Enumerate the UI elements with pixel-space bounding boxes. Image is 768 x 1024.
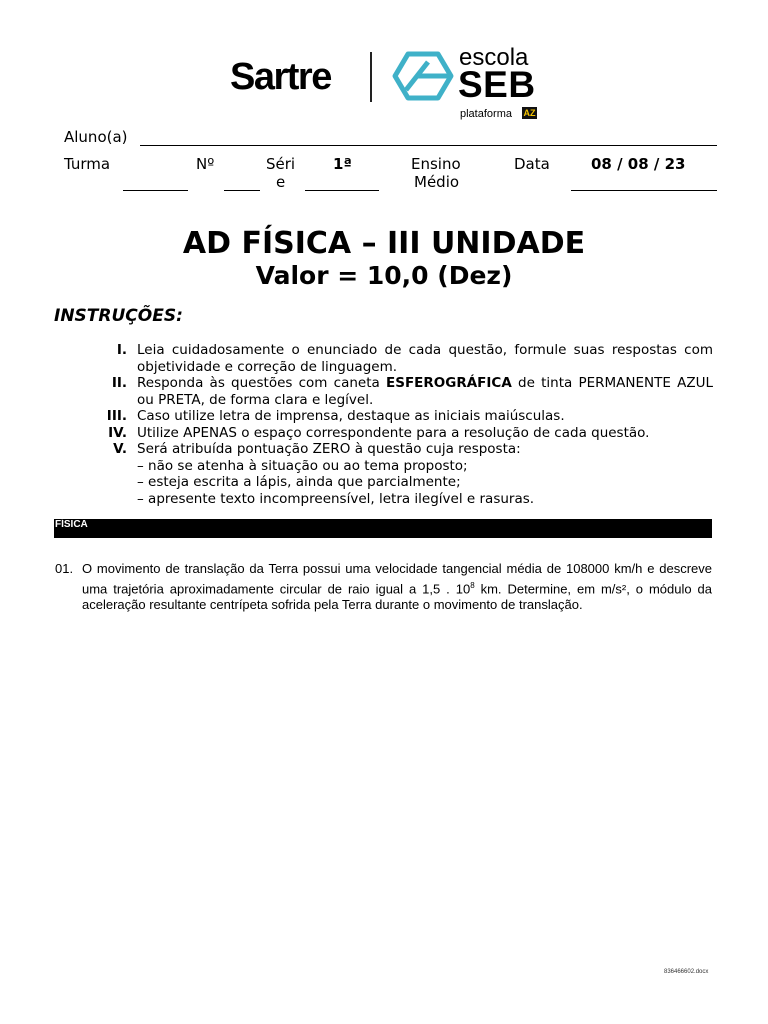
section-label: FÍSICA xyxy=(55,519,88,530)
instruction-item xyxy=(0,425,768,442)
instruction-subitem-text: – apresente texto incompreensível, letra ilegível e rasuras. xyxy=(137,490,535,507)
instruction-subitem xyxy=(0,458,768,475)
instruction-number: I. xyxy=(116,342,127,358)
ensino-label: Ensino xyxy=(411,155,461,173)
question-number: 01. xyxy=(55,561,74,576)
data-value: 08 / 08 / 23 xyxy=(591,155,686,173)
seb-logo-icon xyxy=(392,50,454,102)
question-text xyxy=(82,561,712,614)
numero-label: Nº xyxy=(196,155,215,173)
question-text-part: O movimento de translação da Terra possui uma velocidade tangencial média de 108000 km/h e descreve uma trajetória aproximadamente circular de raio igual a 1,5 . 10 xyxy=(82,561,712,596)
instructions-heading: INSTRUÇÕES: xyxy=(54,306,183,326)
instruction-text: Caso utilize letra de imprensa, destaque as iniciais maiúsculas. xyxy=(137,408,565,424)
instruction-item xyxy=(0,441,768,458)
instruction-number: III. xyxy=(106,408,127,424)
ensino-label-cont: Médio xyxy=(414,173,460,191)
instruction-text: Utilize APENAS o espaço correspondente para a resolução de cada questão. xyxy=(137,424,650,441)
instruction-text-part: de tinta PERMANENTE AZUL ou PRETA, de forma clara e legível. xyxy=(137,375,713,408)
instruction-subitem xyxy=(0,491,768,508)
seb-wordmark: SEB xyxy=(458,64,536,105)
question-text-part: km. Determine, em m/s², o módulo da aceleração resultante centrípeta sofrida pela Terra durante o movimento de translação. xyxy=(82,580,712,613)
az-badge: AZ xyxy=(523,108,536,118)
turma-label: Turma xyxy=(64,155,111,173)
instruction-item xyxy=(0,375,768,408)
aluno-label: Aluno(a) xyxy=(64,128,128,146)
instruction-number: IV. xyxy=(108,424,127,441)
instruction-text: Leia cuidadosamente o enunciado de cada questão, formule suas respostas com objetividade e correção de linguagem. xyxy=(137,342,713,375)
instruction-text: Será atribuída pontuação ZERO à questão cuja resposta: xyxy=(137,441,521,457)
instruction-emphasis: ESFEROGRÁFICA xyxy=(386,375,512,391)
numero-field[interactable] xyxy=(224,190,260,191)
page-title: AD FÍSICA – III UNIDADE xyxy=(182,226,586,261)
instruction-text xyxy=(137,375,713,408)
instructions-list xyxy=(0,342,768,507)
instruction-text-part: Responda às questões com caneta xyxy=(137,375,386,391)
instruction-number: II. xyxy=(111,375,127,391)
instruction-number: V. xyxy=(113,441,127,457)
plataforma-wordmark: plataforma xyxy=(460,108,512,120)
data-label: Data xyxy=(514,155,550,173)
serie-label: Séri xyxy=(266,155,296,173)
instruction-item xyxy=(0,342,768,375)
instruction-subitem-text: – não se atenha à situação ou ao tema proposto; xyxy=(137,457,468,474)
question-exponent: 8 xyxy=(470,580,475,590)
logo-divider xyxy=(370,52,372,102)
footer-filename: 836466602.docx xyxy=(664,969,709,975)
aluno-field[interactable] xyxy=(140,145,717,146)
escola-wordmark: escola xyxy=(459,44,529,71)
instruction-subitem-text: – esteja escrita a lápis, ainda que parcialmente; xyxy=(137,474,461,490)
page-subtitle: Valor = 10,0 (Dez) xyxy=(255,261,513,290)
serie-field[interactable] xyxy=(305,190,379,191)
data-field[interactable] xyxy=(571,190,717,191)
turma-field[interactable] xyxy=(123,190,188,191)
instruction-item xyxy=(0,408,768,425)
instruction-subitem xyxy=(0,474,768,491)
serie-value: 1ª xyxy=(333,155,352,173)
section-bar xyxy=(54,519,712,538)
serie-label-cont: e xyxy=(276,173,286,191)
sartre-logo: Sartre xyxy=(230,56,331,98)
